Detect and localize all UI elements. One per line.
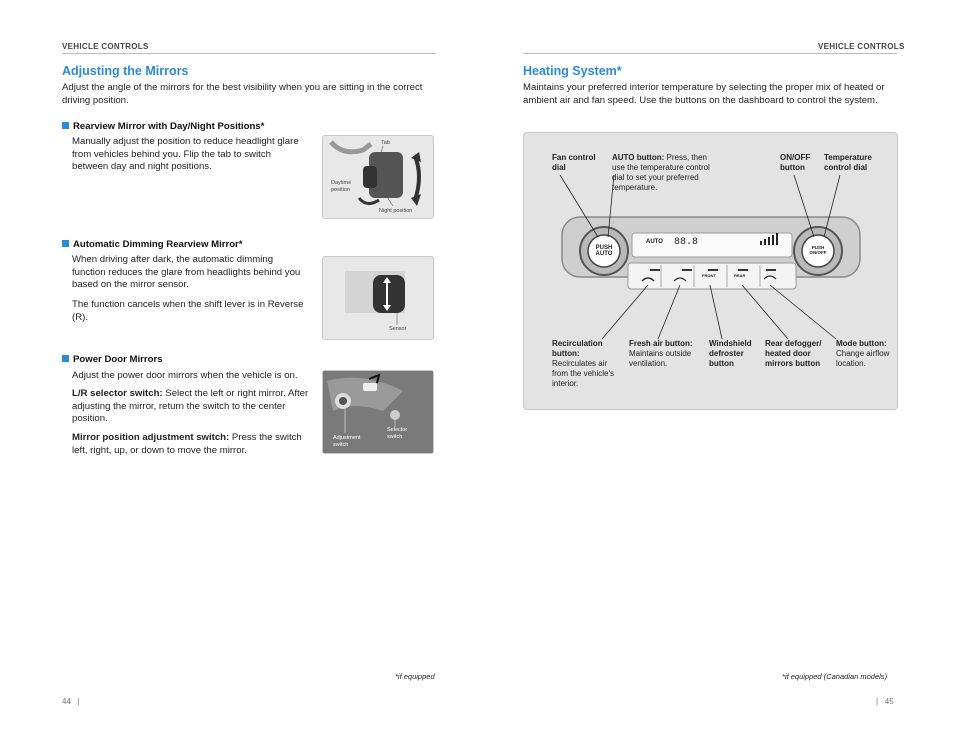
left-section-title: Adjusting the Mirrors xyxy=(62,64,189,78)
fan-control-label: Fan control dial xyxy=(552,153,596,172)
autodim-text-2: The function cancels when the shift lever is in Reverse (R). xyxy=(72,299,304,323)
autodim-heading xyxy=(62,239,243,250)
fig-selector-label: Selector switch xyxy=(387,427,408,440)
rear-defogger-callout xyxy=(765,339,831,369)
climate-panel-figure xyxy=(523,132,898,410)
left-running-header: VEHICLE CONTROLS xyxy=(62,42,149,51)
mode-button-desc: Change airflow location. xyxy=(836,349,890,368)
fig-night-label: Night position xyxy=(379,208,413,214)
temperature-dial-label: Temperature control dial xyxy=(824,153,872,172)
autodim-heading-text: Automatic Dimming Rearview Mirror* xyxy=(73,239,243,250)
right-page-number-value: 45 xyxy=(884,697,894,706)
rearview-mirror-figure xyxy=(322,135,434,219)
bullet-square-icon xyxy=(62,240,69,247)
lr-selector-lead: L/R selector switch: xyxy=(72,388,163,399)
left-page-number: 44 | xyxy=(62,697,80,706)
fig-tab-label: Tab xyxy=(381,140,390,146)
display-temperature-digits: 88.8 xyxy=(674,237,699,248)
rearview-heading-text: Rearview Mirror with Day/Night Positions* xyxy=(73,121,265,132)
rearview-heading xyxy=(62,121,264,132)
onoff-button-label: ON/OFF button xyxy=(780,153,811,172)
bullet-square-icon xyxy=(62,355,69,362)
fresh-air-callout xyxy=(629,339,705,369)
recirculation-callout xyxy=(552,339,622,389)
mode-callout xyxy=(836,339,892,369)
left-footnote: *if equipped xyxy=(395,672,435,681)
fig-daytime-label: Daytime position xyxy=(331,180,352,193)
auto-button-desc: Press, then use the temperature control dial to set your preferred temperature. xyxy=(612,153,710,192)
fan-dial-label: PUSH AUTO xyxy=(595,245,613,257)
left-intro: Adjust the angle of the mirrors for the best visibility when you are sitting in the correct driving position. xyxy=(62,82,423,106)
right-page-number: | 45 xyxy=(876,697,894,706)
left-page-number-value: 44 xyxy=(62,697,71,706)
autodim-text-1: When driving after dark, the automatic dimming function reduces the glare from headlights behind you based on the mirror sensor. xyxy=(72,254,301,290)
recirculation-desc: Recirculates air from the vehicle's interior. xyxy=(552,359,614,388)
temperature-callout xyxy=(824,153,884,173)
bullet-square-icon xyxy=(62,122,69,129)
fresh-air-label: Fresh air button: xyxy=(629,339,693,348)
right-intro: Maintains your preferred interior temperature by selecting the proper mix of heated or ambient air and fan speed. Use the buttons on the dashboard to control the system. xyxy=(523,82,885,106)
autodim-mirror-figure xyxy=(322,256,434,340)
autodim-mirror-illustration xyxy=(323,257,433,339)
recirculation-label: Recirculation button: xyxy=(552,339,603,358)
front-button-text: FRONT xyxy=(702,273,716,278)
left-header-rule xyxy=(62,53,436,54)
windshield-callout xyxy=(709,339,759,369)
right-running-header: VEHICLE CONTROLS xyxy=(818,42,905,51)
power-text-1: Adjust the power door mirrors when the vehicle is on. xyxy=(72,370,298,381)
auto-button-callout xyxy=(612,153,716,193)
power-mirrors-heading-text: Power Door Mirrors xyxy=(73,354,163,365)
temp-dial-label: PUSH ON/OFF xyxy=(809,245,827,255)
fresh-air-desc: Maintains outside ventilation. xyxy=(629,349,692,368)
fig-adjustment-label: Adjustment switch xyxy=(333,435,361,448)
rear-button-text: REAR xyxy=(734,273,746,278)
adjust-switch-text xyxy=(72,432,312,457)
right-section-title: Heating System* xyxy=(523,64,622,78)
power-mirrors-heading xyxy=(62,354,163,365)
display-auto-text: AUTO xyxy=(646,239,663,245)
adjust-switch-lead: Mirror position adjustment switch: xyxy=(72,432,230,443)
rearview-text: Manually adjust the position to reduce headlight glare from vehicles behind you. Flip the tab to switch between day and night positions. xyxy=(72,136,299,172)
fig-sensor-label: Sensor xyxy=(389,326,407,332)
lr-selector-desc: Select the left or right mirror. After adjusting the mirror, return the switch to the center position. xyxy=(72,388,309,424)
right-footnote: *if equipped (Canadian models) xyxy=(782,672,888,681)
onoff-callout xyxy=(780,153,820,173)
right-header-rule xyxy=(523,53,897,54)
auto-button-label: AUTO button: xyxy=(612,153,665,162)
mode-button-label: Mode button: xyxy=(836,339,887,348)
windshield-label: Windshield defroster button xyxy=(709,339,752,368)
lr-selector-text xyxy=(72,388,312,426)
power-mirror-figure xyxy=(322,370,434,454)
fan-control-callout xyxy=(552,153,606,173)
rearview-mirror-illustration xyxy=(323,136,433,218)
adjust-switch-desc: Press the switch left, right, up, or down to move the mirror. xyxy=(72,432,302,456)
rear-defogger-label: Rear defogger/ heated door mirrors button xyxy=(765,339,822,368)
